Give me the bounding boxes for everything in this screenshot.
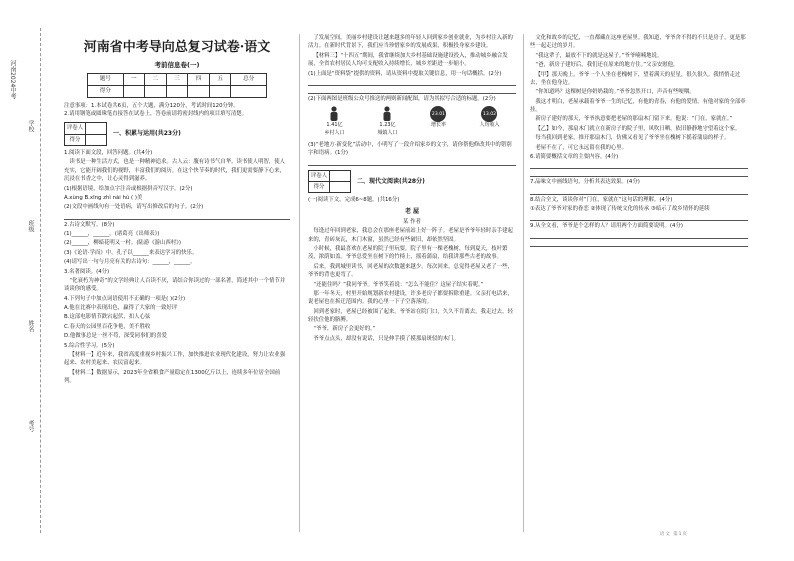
infographic-item	[377, 106, 397, 138]
score-header-cell: 二	[145, 74, 167, 86]
question-3: 3.名著阅读。(4分)	[64, 268, 110, 275]
score-header-cell: 总分	[231, 74, 267, 86]
infographic-row	[308, 106, 516, 138]
article-paragraph: 老屋不在了，可它永远留在我的心里。	[535, 144, 628, 151]
column-divider	[299, 34, 300, 532]
continued-text: 了发展空间。美丽乡村建设让越来越多的年轻人回到家乡创业就业，为乡村注入新的活力。在新时代背景下，我们应当珍惜家乡的发展成果，积极投身家乡建设。	[308, 35, 513, 50]
score-header-cell: 四	[188, 74, 210, 86]
article-paragraph: 【甲】那天晚上，爷爷一个人坐在老槐树下，望着满天的星星，很久很久。我悄悄走过去，坐在他身边。	[530, 71, 741, 86]
article-paragraph: “你知道吗？这棵树是你奶奶栽的。”爷爷忽然开口，声音有些哽咽。	[535, 89, 695, 96]
grader-label: 评卷人	[309, 170, 330, 181]
question-4: 4.下列句子中加点词语使用不正确的一项是( )(2分)	[64, 295, 186, 302]
score-cell[interactable]	[231, 85, 267, 97]
question-2-line: (3)《论语·学而》中，孔子以______来表达学习的快乐。	[64, 249, 198, 256]
question-2-line: (4)请写出一句与月亮有关的古诗句：______，______。	[64, 259, 196, 266]
answer-line[interactable]	[64, 213, 290, 220]
seal-margin	[0, 0, 60, 561]
score-cell[interactable]	[209, 85, 231, 97]
exam-subtitle: 考前信息卷(一)	[154, 61, 200, 70]
answer-line[interactable]	[530, 162, 748, 169]
person-icon	[328, 106, 340, 122]
article-author: 某 作者	[403, 218, 421, 225]
question-8: 8.结合全文，谈谈你对“门在，家就在”这句话的理解。(4分)	[530, 196, 673, 203]
infographic-value: 1.23亿	[379, 122, 396, 129]
article-paragraph: “还能住吗？”我问爷爷。爷爷笑着说：“怎么不能住？这屋子结实着呢。”	[313, 281, 484, 288]
score-row-label: 得分	[88, 85, 124, 97]
score-cell[interactable]	[145, 85, 167, 97]
score-header-cell: 五	[209, 74, 231, 86]
score-cell[interactable]	[123, 85, 145, 97]
question-1-passage: 读书是一种生活方式，也是一种精神追求。古人云：腹有诗书气自华。读书使人明智，使人充实，它能开阔我们的视野，丰富我们的阅历。在这个快节奏的时代，我们更需要静下心来，沉浸在书香之中，让心灵得到滋养。	[64, 159, 286, 183]
article-paragraph: 【乙】如今，那扇木门就立在新房子的院子里，风吹日晒，依旧静静地守望着这个家。	[535, 125, 741, 132]
material-2: 【材料二】数据显示，2023年全省粮食产量稳定在1300亿斤以上，连续多年位居全国前列。	[64, 369, 281, 385]
article-paragraph: 小时候，我最喜欢在老屋的院子里玩耍。院子里有一棵老槐树，每到夏天，枝叶繁茂，浓荫如盖。爷爷总爱坐在树下的竹椅上，摇着蒲扇，给我讲那些古老的故事。	[308, 246, 508, 261]
column-divider	[523, 34, 524, 532]
score-cell[interactable]	[330, 181, 351, 192]
score-header-cell: 题号	[88, 74, 124, 86]
stat-circle: 13.02	[481, 106, 497, 122]
exam-title: 河南省中考导向总复习试卷·语文	[83, 40, 271, 55]
article-paragraph: “爸，新房子建好后，我们还在原来的地方住。”父亲安慰他。	[535, 62, 679, 69]
question-2: 2.古诗文默写。(8分)	[64, 221, 115, 228]
answer-line[interactable]	[530, 170, 748, 177]
grader-cell[interactable]	[330, 170, 351, 181]
question-5-2: (2)下面两图是班级公众号推送的两则新闻配图，请为其拟写合适的标题。(2分)	[308, 95, 496, 102]
article-title: 老 屋	[404, 207, 420, 215]
exam-note: 2.请用钢笔或圆珠笔直接答在试卷上，答卷前请将密封线内的项目填写清楚。	[64, 110, 248, 117]
question-2-line: (2)______，柳暗花明又一村。(陆游《游山西村》)	[64, 240, 181, 247]
question-4-option[interactable]: C.春天的公园里百花争艳，美不胜收	[64, 323, 151, 330]
question-1b: (2)文段中画线句有一处语病，请写出修改后的句子。(2分)	[64, 204, 204, 211]
score-table	[87, 73, 267, 97]
person-icon	[381, 106, 393, 122]
school-label: 学校	[27, 120, 34, 132]
infographic-caption: 乡村人口	[324, 130, 345, 136]
section-1-header	[64, 122, 290, 146]
answer-line[interactable]	[308, 79, 516, 86]
score-label: 得分	[309, 181, 330, 192]
question-3-text: “化衰朽为神奇”的文学经典让人百读不厌，请结合你读过的一部名著，简述其中一个情节并谈谈你的感受。	[64, 277, 286, 293]
article-paragraph: 文化和故乡的记忆，一直都藏在这座老屋里。我知道，爷爷舍不得的不只是房子，更是那些一起走过的岁月。	[530, 35, 746, 50]
score-cell[interactable]	[166, 85, 188, 97]
exam-no-label: 考号	[27, 420, 34, 432]
question-4-option[interactable]: D.他做事总是一丝不苟，深受同事们的喜爱	[64, 333, 167, 340]
exam-page	[64, 34, 764, 534]
article-paragraph: 我这才明白，老屋承载着爷爷一生的记忆，有他的青春，有他的爱情，有他对家的全部牵挂。	[530, 98, 746, 113]
answer-line[interactable]	[530, 232, 748, 239]
article-paragraph: 那一年冬天，村里开始规划新农村建设，许多老房子都要拆除重建。父亲打电话来，说老屋也在拆迁范围内。我的心里一下子空落落的。	[308, 290, 513, 306]
question-8-choices: ①表达了爷爷对家的眷恋 ②体现了传统文化的传承 ③暗示了故乡情怀的延续	[530, 206, 710, 212]
score-cell[interactable]	[188, 85, 210, 97]
question-2-line: (1)______，______。(诸葛亮《出师表》)	[64, 231, 160, 238]
page-footer: 语文 第1页	[659, 532, 688, 537]
article-paragraph: 回到老家时，老屋已经被围了起来。爷爷站在院门口，久久不肯离去。我走过去，轻轻扶住他的胳膊。	[308, 308, 513, 324]
answer-line[interactable]	[308, 87, 516, 94]
article-paragraph: 每逢过年回到老家，我总会在那座老屋前站上好一阵子。老屋是爷爷年轻时亲手建起来的，青砖灰瓦，木门木窗，虽然已经有些破旧，却依然坚固。	[308, 228, 513, 243]
seal-line	[40, 28, 41, 533]
question-9: 9.从全文看，爷爷是个怎样的人？请用两个方面简要说明。(4分)	[530, 223, 683, 230]
answer-line[interactable]	[530, 188, 748, 195]
question-1: 1.阅读下面文段，回答问题。(共4分)	[64, 150, 153, 157]
exam-note: 注意事项：1.本试卷共6页，五个大题，满分120分，考试时间120分钟。	[64, 102, 239, 109]
article-paragraph: “我这辈子，最放不下的就是这屋子。”爷爷喃喃地说。	[535, 52, 663, 59]
reading-intro: (一)阅读下文，完成6~8题。(共16分)	[308, 197, 400, 204]
question-7: 7.品味文中画线语句，分析其表达效果。(4分)	[530, 179, 640, 186]
infographic-caption: 增长率	[430, 122, 446, 129]
side-title: 河南2024中考	[9, 60, 16, 100]
score-header-cell: 一	[123, 74, 145, 86]
answer-line[interactable]	[308, 159, 516, 166]
material-3: 【材料三】“十四五”期间，我省继续加大乡村基础设施建设投入，推动城乡融合发展，全省农村居民人均可支配收入持续增长，城乡差距进一步缩小。	[308, 52, 508, 68]
stat-circle: 23.01	[430, 106, 446, 122]
infographic-caption: 人均收入	[479, 122, 500, 129]
grader-label: 评卷人	[65, 123, 86, 134]
column-2	[308, 34, 516, 532]
infographic-item	[430, 106, 446, 138]
section-1-title: 一、积累与运用(共23分)	[113, 130, 181, 138]
answer-line[interactable]	[530, 240, 748, 247]
class-label: 班级	[27, 220, 34, 232]
grader-cell[interactable]	[86, 123, 107, 134]
infographic-item	[324, 106, 344, 138]
article-paragraph: “爷爷，新房子会更好的。”	[313, 326, 376, 333]
material-1: 【材料一】近年来，我省高度重视乡村振兴工作，加快推进农业现代化建设，努力让农业强起来、农村美起来、农民富起来。	[64, 351, 286, 367]
score-header-cell: 三	[166, 74, 188, 86]
question-5: 5.综合性学习。(5分)	[64, 342, 115, 349]
article-paragraph: 后来，我到城里读书，回老屋的次数越来越少。每次回来，总觉得老屋又老了一些，爷爷的背也更弯了。	[308, 263, 513, 279]
section-2-title: 二、现代文阅读(共28分)	[357, 177, 425, 185]
grader-box	[308, 170, 351, 194]
column-1	[64, 34, 290, 532]
question-4-option[interactable]: A.他在比赛中表现出色，赢得了大家的一致好评	[64, 305, 178, 312]
article-paragraph: 新房子建好的那天，爷爷执意要把老屋的那扇木门留下来。他说：“门在，家就在。”	[535, 116, 733, 123]
infographic-value: 1.41亿	[326, 122, 343, 129]
infographic-caption: 城镇人口	[377, 130, 398, 136]
question-5-1: (1)上面是“资料袋”提供的资料，请从资料中提取关键信息，用一句话概括。(2分)	[308, 70, 502, 77]
question-4-option[interactable]: B.这部电影情节跌宕起伏，扣人心弦	[64, 314, 151, 321]
question-1a: (1)根据语境，给加点字注音或根据拼音写汉字。(2分)	[64, 185, 193, 192]
infographic-item	[479, 106, 499, 138]
article-paragraph: 每当我回到老家，推开那扇木门，仿佛又看见了爷爷坐在槐树下摇着蒲扇的样子。	[535, 135, 730, 142]
score-label: 得分	[65, 134, 86, 145]
grader-box	[64, 122, 107, 146]
question-6: 6.请简要概括文章的主要内容。(4分)	[530, 153, 619, 160]
name-label: 姓名	[27, 320, 34, 332]
section-2-header	[308, 170, 516, 194]
column-3	[530, 34, 748, 532]
article-paragraph: 爷爷点点头，却没有说话，只是伸手摸了摸那扇斑驳的木门。	[313, 335, 459, 342]
question-1-pinyin: A.xùnɡ B.xīnɡ zhì nài hú ( )美	[64, 194, 143, 201]
question-5-3: (3)“老地方·新变化”活动中，小明写了一段介绍家乡的文字，请你帮他修改其中的错别字和语病。(1分)	[308, 141, 512, 157]
score-cell[interactable]	[86, 134, 107, 145]
answer-line[interactable]	[530, 214, 748, 221]
